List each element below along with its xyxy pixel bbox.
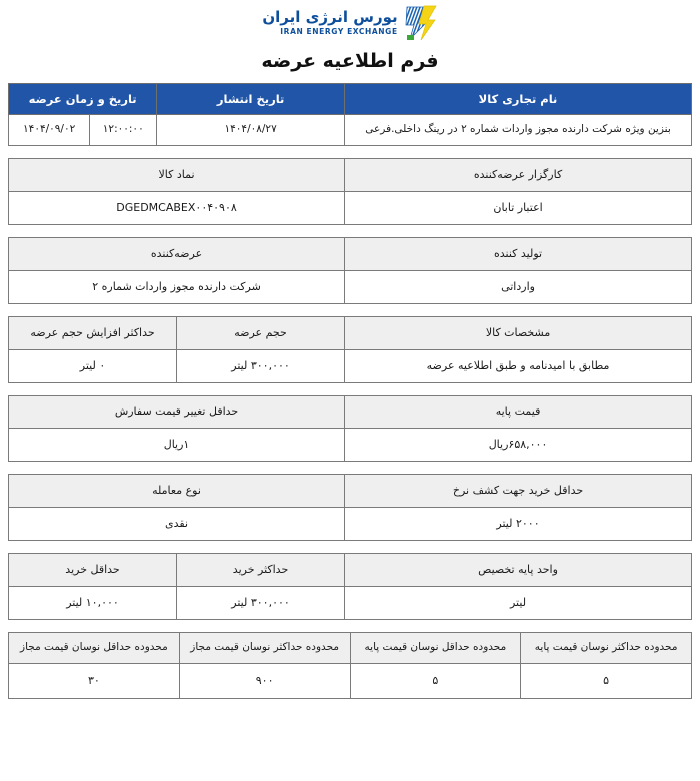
value-min-price-change: ۱ریال [9,428,345,461]
value-max-volume-increase: ۰ لیتر [9,349,177,382]
value-offer-time: ۱۲:۰۰:۰۰ [90,115,157,146]
header-max-buy: حداکثر خرید [177,553,345,586]
table-row [9,191,692,224]
value-product-name: بنزین ویژه شرکت دارنده مجوز واردات شماره ۲ در رینگ داخلی.فرعی [345,115,692,146]
header-base-price: قیمت پایه [345,395,692,428]
value-broker: اعتبار تابان [345,191,692,224]
table-header-row [9,395,692,428]
value-max-base-fluctuation: ۵ [521,663,692,698]
table-row [9,428,692,461]
value-max-allowed-fluctuation: ۹۰۰ [179,663,350,698]
header-min-allowed-fluctuation: محدوده حداقل نوسان قیمت مجاز [9,632,180,663]
value-offer-date: ۱۴۰۴/۰۹/۰۲ [9,115,90,146]
value-symbol: DGEDMCABEX۰۰۴۰۹۰۸ [9,191,345,224]
header-product-specs: مشخصات کالا [345,316,692,349]
logo-title-en: IRAN ENERGY EXCHANGE [280,27,398,37]
table-header-row [9,237,692,270]
table-header-row [9,158,692,191]
logo-wordmark [262,10,397,36]
header-max-volume-increase: حداکثر افزایش حجم عرضه [9,316,177,349]
table-row [9,270,692,303]
header-allocation-unit: واحد پایه تخصیص [345,553,692,586]
value-supplier: شرکت دارنده مجوز واردات شماره ۲ [9,270,345,303]
value-publish-date: ۱۴۰۴/۰۸/۲۷ [157,115,345,146]
table-header-row [9,553,692,586]
page-title: فرم اطلاعیه عرضه [261,50,439,72]
value-product-specs: مطابق با امیدنامه و طبق اطلاعیه عرضه [345,349,692,382]
header-min-buy-discovery: حداقل خرید جهت کشف نرخ [345,474,692,507]
header-trade-type: نوع معامله [9,474,345,507]
iran-energy-exchange-logo [262,5,437,41]
value-base-price: ۶۵۸,۰۰۰ریال [345,428,692,461]
header-offer-datetime: تاریخ و زمان عرضه [9,84,157,115]
header-broker: کارگزار عرضه‌کننده [345,158,692,191]
value-min-buy: ۱۰,۰۰۰ لیتر [9,586,177,619]
table-row [9,507,692,540]
value-min-allowed-fluctuation: ۳۰ [9,663,180,698]
table-header-row [9,632,692,663]
table-row [9,586,692,619]
header-max-allowed-fluctuation: محدوده حداکثر نوسان قیمت مجاز [179,632,350,663]
table-header-row [9,474,692,507]
header-min-price-change: حداقل تغییر قیمت سفارش [9,395,345,428]
lightning-bolt-icon [404,5,438,41]
value-allocation-unit: لیتر [345,586,692,619]
value-offer-volume: ۳۰۰,۰۰۰ لیتر [177,349,345,382]
value-trade-type: نقدی [9,507,345,540]
trade-table [8,474,692,541]
table-row [9,663,692,698]
value-producer: وارداتی [345,270,692,303]
header-supplier: عرضه‌کننده [9,237,345,270]
value-min-buy-discovery: ۲۰۰۰ لیتر [345,507,692,540]
producer-table [8,237,692,304]
broker-table [8,158,692,225]
table-row [9,349,692,382]
table-header-row [9,316,692,349]
header-min-base-fluctuation: محدوده حداقل نوسان قیمت پایه [350,632,521,663]
header-product-name: نام تجاری کالا [345,84,692,115]
header-max-base-fluctuation: محدوده حداکثر نوسان قیمت پایه [521,632,692,663]
value-max-buy: ۳۰۰,۰۰۰ لیتر [177,586,345,619]
fluctuation-table [8,632,692,699]
logo-title-fa: بورس انرژی ایران [262,8,398,27]
header-producer: تولید کننده [345,237,692,270]
allocation-table [8,553,692,620]
table-header-row [9,84,692,115]
value-min-base-fluctuation: ۵ [350,663,521,698]
specifications-table [8,316,692,383]
header-symbol: نماد کالا [9,158,345,191]
offer-header-table [8,83,692,146]
header-min-buy: حداقل خرید [9,553,177,586]
header-publish-date: تاریخ انتشار [157,84,345,115]
table-row [9,115,692,146]
price-table [8,395,692,462]
brand-header [0,0,700,46]
header-offer-volume: حجم عرضه [177,316,345,349]
